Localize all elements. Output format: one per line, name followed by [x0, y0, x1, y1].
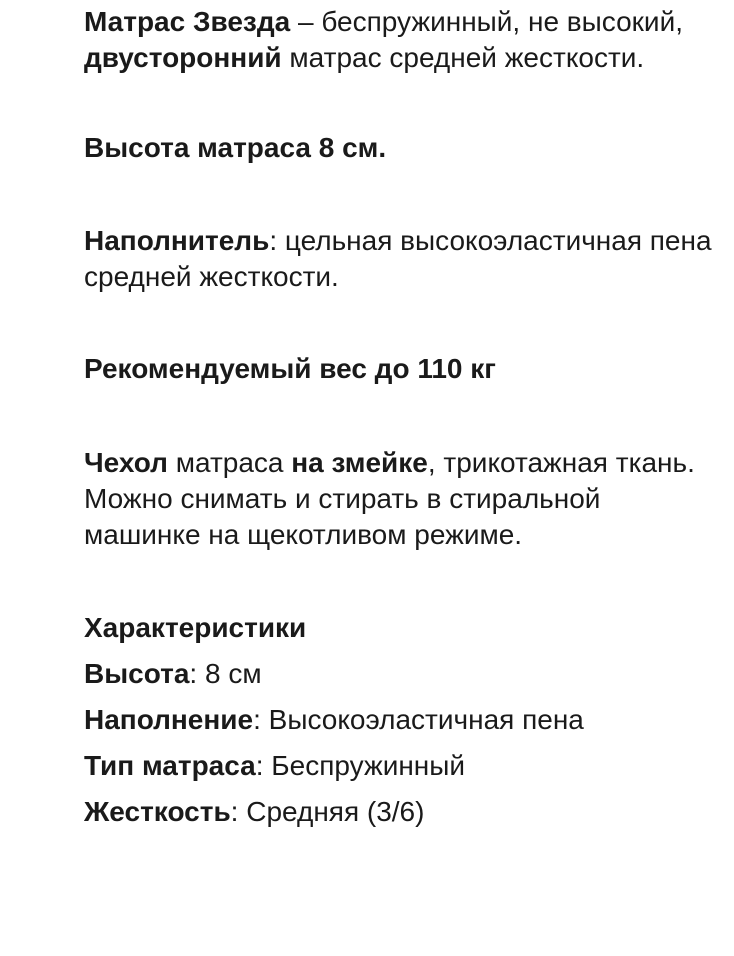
- spec-label: Жесткость: [84, 796, 231, 827]
- recommended-weight: Рекомендуемый вес до 110 кг: [84, 353, 496, 384]
- height-statement: Высота матраса 8 см.: [84, 132, 387, 163]
- intro-paragraph: [84, 4, 724, 76]
- zipper-label: на змейке: [291, 447, 428, 478]
- spec-label: Тип матраса: [84, 750, 256, 781]
- spec-value: : 8 см: [189, 658, 262, 689]
- filler-label: Наполнитель: [84, 225, 270, 256]
- specifications-heading: Характеристики: [84, 612, 307, 643]
- filler-paragraph: [84, 223, 724, 295]
- weight-paragraph: [84, 351, 724, 387]
- spec-value: : Средняя (3/6): [230, 796, 425, 827]
- intro-text-end: матрас средней жесткости.: [281, 42, 645, 73]
- spec-label: Наполнение: [84, 704, 254, 735]
- spec-row-height: [84, 651, 724, 697]
- spec-row-firmness: [84, 789, 724, 835]
- height-paragraph: [84, 130, 724, 166]
- cover-text: матраса: [167, 447, 292, 478]
- filler-text: : цельная высокоэластичная пена средней жесткости.: [84, 225, 712, 292]
- product-name: Матрас Звезда: [84, 6, 291, 37]
- spec-label: Высота: [84, 658, 190, 689]
- intro-text: – беспружинный, не высокий,: [290, 6, 683, 37]
- spec-value: : Высокоэластичная пена: [253, 704, 584, 735]
- product-description: [84, 4, 724, 835]
- spec-row-filling: [84, 697, 724, 743]
- specifications-title: [84, 605, 724, 651]
- cover-paragraph: [84, 445, 724, 553]
- spec-row-type: [84, 743, 724, 789]
- double-sided-label: двусторонний: [84, 42, 282, 73]
- cover-label: Чехол: [84, 447, 168, 478]
- spec-value: : Беспружинный: [255, 750, 466, 781]
- specifications: [84, 605, 724, 835]
- cover-text-end: , трикотажная ткань. Можно снимать и стирать в стиральной машинке на щекотливом режиме.: [84, 447, 695, 550]
